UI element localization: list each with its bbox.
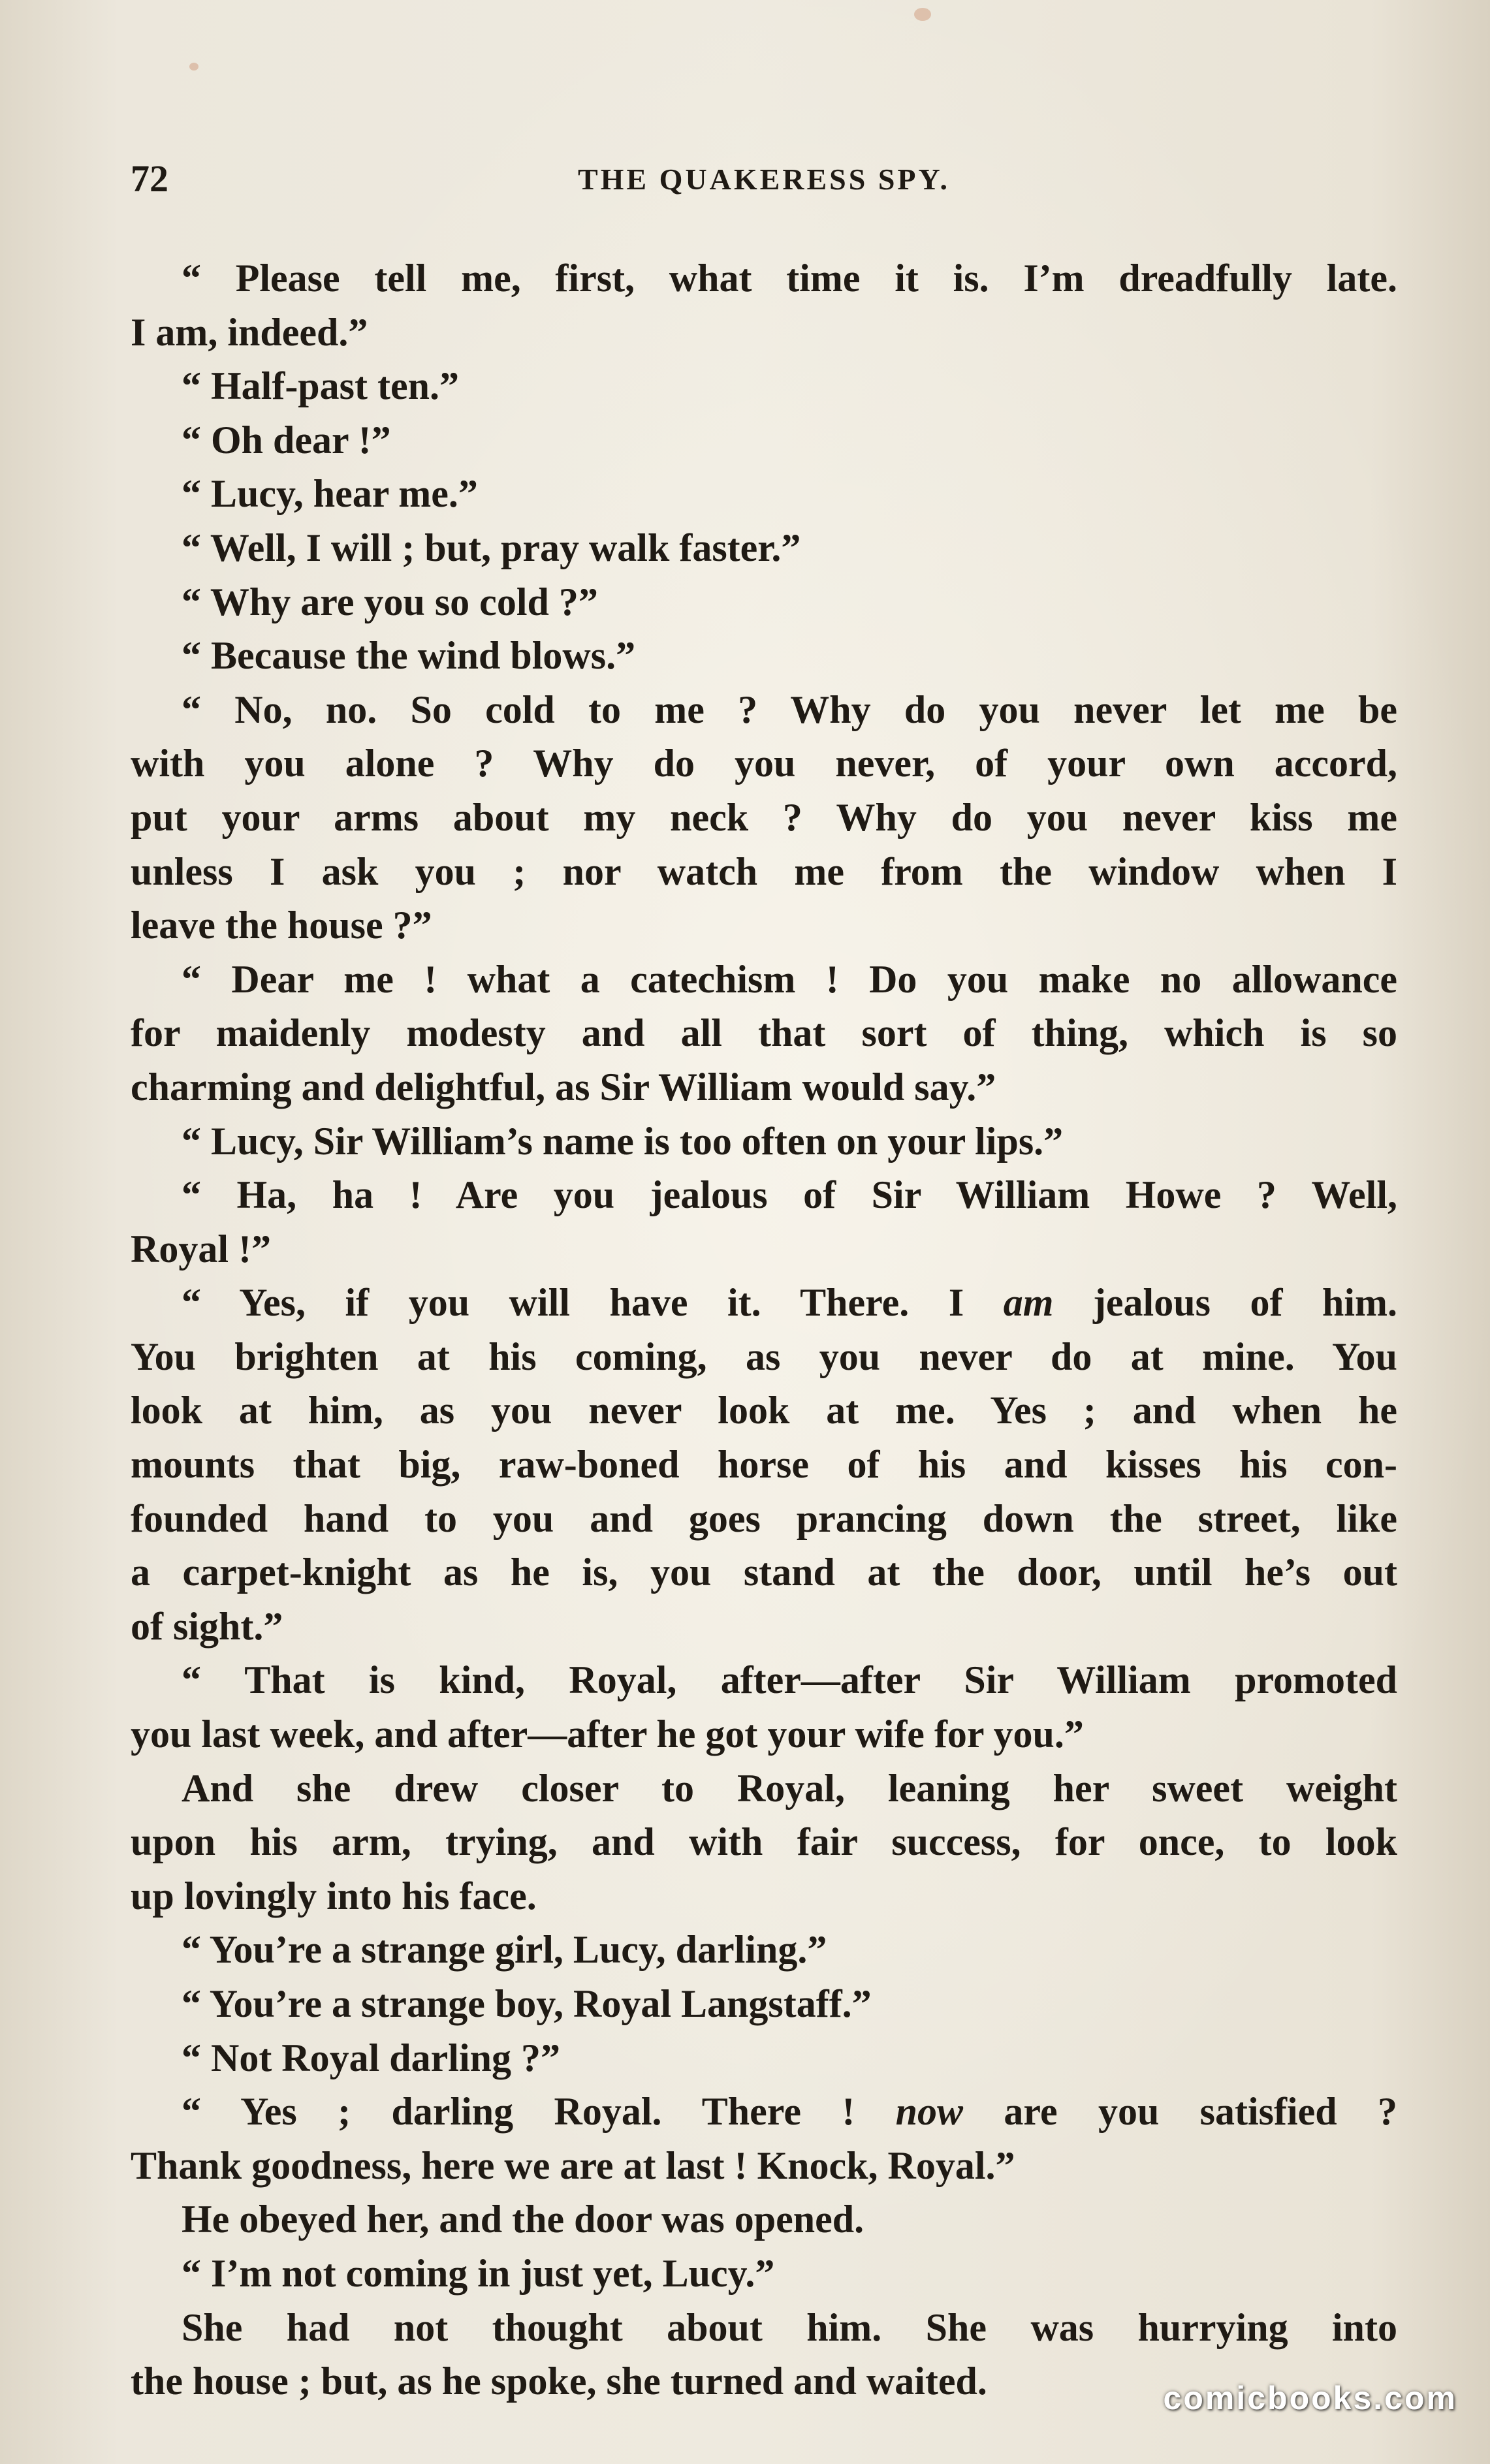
text-line: leave the house ?” <box>131 904 432 947</box>
text-line: “ Half-past ten.” <box>182 364 459 408</box>
text-line: Thank goodness, here we are at last ! Knock, Royal.” <box>131 2143 1015 2187</box>
text-line: unless I ask you ; nor watch me from the window when I <box>131 849 1397 893</box>
text-line: mounts that big, raw-boned horse of his and kisses his con- <box>131 1443 1397 1487</box>
text-line: “ Because the wind blows.” <box>182 634 636 678</box>
text-line: “ Yes ; darling Royal. There ! now are you satisfied ? <box>182 2090 1398 2134</box>
text-line: founded hand to you and goes prancing down the street, like <box>131 1496 1397 1540</box>
page-header <box>131 157 1397 202</box>
text-line: for maidenly modesty and all that sort of thing, which is so <box>131 1011 1397 1055</box>
text-line: “ Lucy, Sir William’s name is too often on your lips.” <box>182 1119 1064 1163</box>
text-line: the house ; but, as he spoke, she turned and waited. <box>131 2360 987 2403</box>
text-line: “ Why are you so cold ?” <box>182 580 598 624</box>
text-line: “ Ha, ha ! Are you jealous of Sir William Howe ? Well, <box>182 1173 1397 1217</box>
watermark: comicbooks.com <box>1163 2380 1457 2416</box>
text-line: Royal !” <box>131 1227 271 1271</box>
ink-stain <box>189 63 198 71</box>
text-line: “ Lucy, hear me.” <box>182 472 478 516</box>
text-line: put your arms about my neck ? Why do you never kiss me <box>131 795 1397 839</box>
text-line: “ You’re a strange girl, Lucy, darling.” <box>182 1928 827 1972</box>
text-line: “ Please tell me, first, what time it is. I’m dreadfully late. <box>182 257 1397 300</box>
text-line: And she drew closer to Royal, leaning her sweet weight <box>182 1766 1397 1810</box>
text-line: you last week, and after—after he got your wife for you.” <box>131 1713 1084 1756</box>
ink-stain <box>914 8 931 21</box>
text-line: up lovingly into his face. <box>131 1874 537 1918</box>
body-text <box>131 251 1397 2409</box>
text-line: “ Well, I will ; but, pray walk faster.” <box>182 526 801 569</box>
text-line: I am, indeed.” <box>131 310 368 354</box>
running-head: THE QUAKERESS SPY. <box>577 163 951 196</box>
text-line: charming and delightful, as Sir William would say.” <box>131 1065 996 1109</box>
text-line: of sight.” <box>131 1604 283 1648</box>
page-number: 72 <box>131 157 168 200</box>
text-line: “ Yes, if you will have it. There. I am jealous of him. <box>182 1281 1398 1325</box>
text-line: “ I’m not coming in just yet, Lucy.” <box>182 2251 775 2295</box>
text-line: a carpet-knight as he is, you stand at the door, until he’s out <box>131 1551 1397 1594</box>
emphasis: now <box>895 2090 964 2134</box>
text-line: with you alone ? Why do you never, of your own accord, <box>131 742 1397 785</box>
text-line: “ No, no. So cold to me ? Why do you never let me be <box>182 687 1397 731</box>
text-line: “ That is kind, Royal, after—after Sir William promoted <box>182 1658 1397 1702</box>
text-line: look at him, as you never look at me. Yes ; and when he <box>131 1389 1397 1432</box>
text-line: “ Oh dear !” <box>182 418 391 462</box>
text-line: He obeyed her, and the door was opened. <box>182 2198 864 2241</box>
text-line: “ You’re a strange boy, Royal Langstaff.” <box>182 1982 872 2025</box>
text-line: She had not thought about him. She was hurrying into <box>182 2305 1397 2349</box>
emphasis: am <box>1003 1281 1054 1325</box>
text-line: “ Not Royal darling ?” <box>182 2036 561 2079</box>
text-line: upon his arm, trying, and with fair success, for once, to look <box>131 1820 1397 1864</box>
text-line: You brighten at his coming, as you never do at mine. You <box>131 1335 1397 1378</box>
text-line: “ Dear me ! what a catechism ! Do you make no allowance <box>182 957 1397 1001</box>
